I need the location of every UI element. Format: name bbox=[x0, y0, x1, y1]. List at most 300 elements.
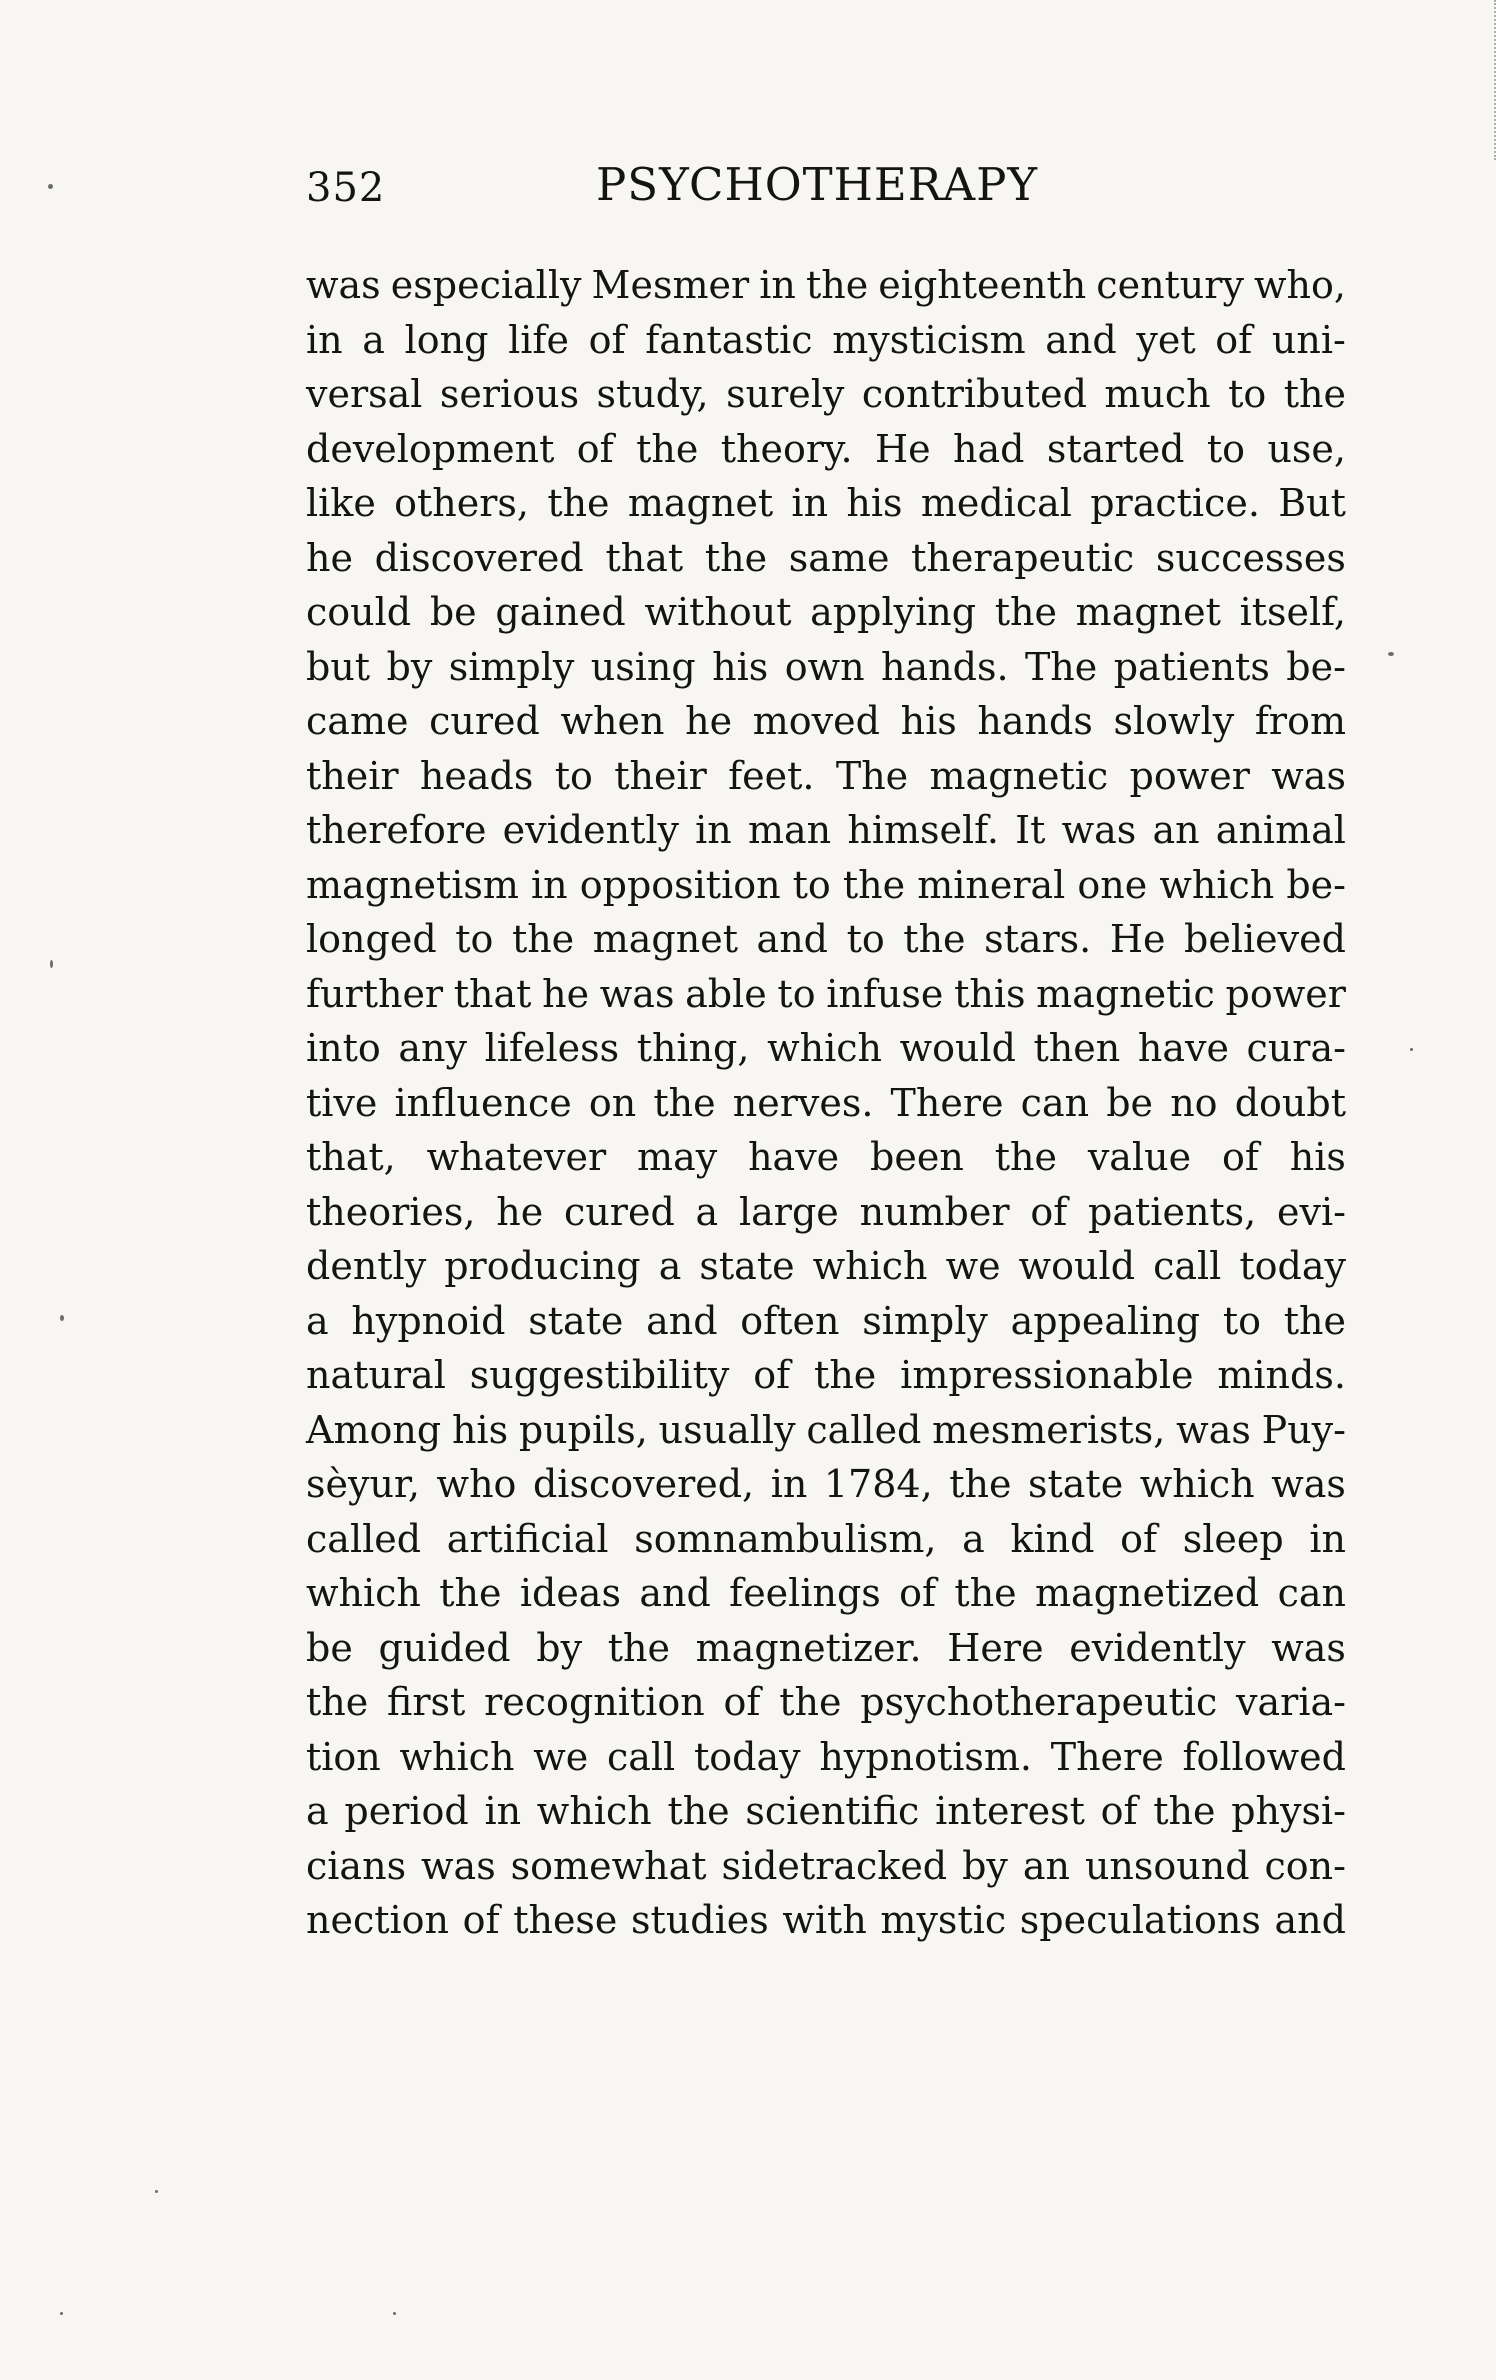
word: cured bbox=[564, 1189, 675, 1234]
word: Mesmer bbox=[591, 263, 750, 307]
word: theories, bbox=[306, 1189, 476, 1234]
word: this bbox=[954, 971, 1026, 1016]
word: He bbox=[1109, 917, 1166, 961]
word: their bbox=[614, 753, 707, 798]
word: the bbox=[547, 481, 610, 525]
word: which bbox=[399, 1734, 515, 1779]
word: varia- bbox=[1236, 1680, 1346, 1724]
word: could bbox=[306, 590, 412, 634]
word: There bbox=[1050, 1734, 1164, 1779]
word: to bbox=[1222, 1298, 1261, 1343]
word: from bbox=[1254, 699, 1346, 743]
word: like bbox=[306, 481, 376, 525]
text-line bbox=[306, 1566, 1346, 1621]
word: moved bbox=[752, 699, 880, 743]
text-line bbox=[306, 1403, 1346, 1458]
word: gained bbox=[495, 590, 626, 634]
word: medical bbox=[920, 481, 1072, 525]
word: in bbox=[695, 808, 732, 852]
word: ideas bbox=[519, 1571, 621, 1615]
text-line bbox=[306, 749, 1346, 804]
word: in bbox=[791, 481, 829, 525]
word: his bbox=[451, 1407, 509, 1452]
word: state bbox=[528, 1298, 624, 1343]
word: magnetism bbox=[306, 862, 519, 907]
word: sleep bbox=[1182, 1516, 1284, 1561]
word: same bbox=[788, 535, 890, 580]
word: he bbox=[306, 535, 353, 580]
word: a bbox=[306, 1298, 329, 1343]
word: sidetracked bbox=[721, 1843, 948, 1888]
word: There bbox=[890, 1080, 1004, 1125]
text-line bbox=[306, 1239, 1346, 1294]
word: discovered, bbox=[532, 1462, 755, 1506]
word: stars. bbox=[984, 917, 1092, 961]
text-line bbox=[306, 694, 1346, 749]
word: the bbox=[954, 1571, 1017, 1615]
text-line bbox=[306, 422, 1346, 477]
word: the bbox=[511, 917, 575, 961]
word: cians bbox=[306, 1843, 407, 1888]
word: magnetic bbox=[929, 753, 1109, 798]
word: slowly bbox=[1113, 699, 1235, 743]
word: the bbox=[994, 590, 1057, 634]
word: was bbox=[1176, 1407, 1251, 1452]
word: called bbox=[306, 1516, 422, 1561]
word: somewhat bbox=[510, 1843, 707, 1888]
word: the bbox=[636, 426, 699, 471]
word: be bbox=[306, 1625, 353, 1670]
word: his bbox=[846, 481, 903, 525]
word: one bbox=[1077, 862, 1148, 907]
text-line bbox=[306, 1839, 1346, 1894]
word: started bbox=[1046, 426, 1185, 471]
word: can bbox=[1020, 1080, 1090, 1125]
text-line bbox=[306, 1512, 1346, 1567]
word: of bbox=[462, 1898, 500, 1942]
word: called bbox=[806, 1407, 922, 1452]
word: and bbox=[1274, 1898, 1346, 1942]
text-line bbox=[306, 1130, 1346, 1185]
text-line bbox=[306, 1021, 1346, 1076]
text-line bbox=[306, 1675, 1346, 1730]
word: the bbox=[814, 1353, 877, 1397]
word: by bbox=[386, 644, 433, 689]
word: opposition bbox=[579, 862, 781, 907]
word: mesmerists, bbox=[932, 1407, 1166, 1452]
word: large bbox=[738, 1189, 839, 1234]
word: but bbox=[306, 644, 371, 689]
word: be- bbox=[1286, 862, 1346, 907]
word: his bbox=[900, 699, 957, 743]
word: studies bbox=[631, 1898, 769, 1942]
word: pupils, bbox=[518, 1407, 648, 1452]
text-line bbox=[306, 585, 1346, 640]
word: and bbox=[639, 1571, 711, 1615]
word: in bbox=[306, 317, 343, 362]
word: which bbox=[1159, 862, 1275, 907]
word: life bbox=[508, 317, 569, 362]
word: others, bbox=[394, 481, 529, 525]
word: period bbox=[344, 1789, 469, 1833]
word: theory. bbox=[720, 426, 853, 471]
word: eighteenth bbox=[878, 263, 1087, 307]
word: and bbox=[646, 1298, 718, 1343]
word: of bbox=[753, 1353, 791, 1397]
word: usually bbox=[658, 1407, 796, 1452]
page-header bbox=[306, 158, 1346, 232]
word: appealing bbox=[1010, 1298, 1201, 1343]
word: of bbox=[588, 317, 626, 362]
word: interest bbox=[935, 1789, 1085, 1833]
word: which bbox=[812, 1244, 928, 1288]
print-speck bbox=[48, 184, 53, 189]
word: of bbox=[576, 426, 614, 471]
print-speck bbox=[1410, 1048, 1413, 1051]
word: number bbox=[859, 1189, 1010, 1234]
word: was bbox=[1271, 753, 1346, 798]
word: we bbox=[945, 1244, 1001, 1288]
word: producing bbox=[444, 1244, 641, 1288]
word: in bbox=[531, 862, 568, 907]
word: his bbox=[712, 644, 769, 689]
word: power bbox=[1225, 971, 1346, 1016]
word: scientific bbox=[745, 1789, 920, 1833]
word: lifeless bbox=[484, 1026, 620, 1070]
word: surely bbox=[726, 372, 845, 416]
word: uni- bbox=[1271, 317, 1346, 362]
text-line bbox=[306, 1185, 1346, 1240]
word: a bbox=[658, 1244, 682, 1288]
word: be bbox=[1106, 1080, 1154, 1125]
word: the bbox=[903, 917, 966, 961]
word: somnambulism, bbox=[634, 1516, 937, 1561]
word: came bbox=[306, 699, 409, 743]
word: magnetic bbox=[1036, 971, 1215, 1016]
word: century bbox=[1096, 263, 1244, 307]
word: an bbox=[1022, 1843, 1070, 1888]
word: of bbox=[899, 1571, 937, 1615]
word: nection bbox=[306, 1898, 450, 1942]
word: his bbox=[1289, 1135, 1346, 1179]
word: the bbox=[607, 1625, 670, 1670]
text-line bbox=[306, 1348, 1346, 1403]
word: physi- bbox=[1231, 1789, 1346, 1833]
word: no bbox=[1170, 1080, 1218, 1125]
word: practice. bbox=[1090, 481, 1260, 525]
word: natural bbox=[306, 1353, 446, 1397]
word: use, bbox=[1267, 426, 1346, 471]
word: into bbox=[306, 1026, 381, 1070]
word: was bbox=[1271, 1462, 1346, 1506]
word: simply bbox=[448, 644, 575, 689]
word: especially bbox=[390, 263, 582, 307]
word: fantastic bbox=[645, 317, 813, 362]
word: that bbox=[453, 971, 532, 1016]
word: cura- bbox=[1246, 1026, 1346, 1070]
word: with bbox=[782, 1898, 867, 1942]
word: without bbox=[644, 590, 792, 634]
word: Here bbox=[947, 1625, 1044, 1670]
word: the bbox=[439, 1571, 502, 1615]
word: recognition bbox=[484, 1680, 705, 1724]
word: an bbox=[1152, 808, 1200, 852]
word: itself, bbox=[1239, 590, 1346, 634]
word: feelings bbox=[729, 1571, 881, 1615]
word: the bbox=[994, 1135, 1057, 1179]
word: able bbox=[685, 971, 767, 1016]
word: feet. bbox=[728, 753, 815, 798]
word: a bbox=[962, 1516, 985, 1561]
word: unsound bbox=[1084, 1843, 1250, 1888]
word: It bbox=[1015, 808, 1046, 852]
word: followed bbox=[1182, 1734, 1346, 1779]
word: hands. bbox=[881, 644, 1009, 689]
word: to bbox=[777, 971, 816, 1016]
word: doubt bbox=[1234, 1080, 1346, 1125]
word: have bbox=[748, 1135, 840, 1179]
text-line bbox=[306, 1621, 1346, 1676]
word: patients, bbox=[1088, 1189, 1257, 1234]
word: dently bbox=[306, 1244, 427, 1288]
word: therefore bbox=[306, 808, 487, 852]
word: simply bbox=[862, 1298, 988, 1343]
word: discovered bbox=[374, 535, 584, 580]
word: impressionable bbox=[900, 1353, 1194, 1397]
word: of bbox=[1215, 317, 1253, 362]
word: speculations bbox=[1019, 1898, 1261, 1942]
word: first bbox=[387, 1680, 466, 1724]
word: kind bbox=[1010, 1516, 1095, 1561]
word: evi- bbox=[1277, 1189, 1346, 1234]
word: who, bbox=[1254, 263, 1346, 307]
print-speck bbox=[1388, 652, 1394, 656]
word: was bbox=[421, 1843, 496, 1888]
print-speck bbox=[60, 2312, 63, 2315]
word: He bbox=[874, 426, 931, 471]
word: 1784, bbox=[823, 1462, 933, 1506]
word: call bbox=[606, 1734, 676, 1779]
word: would bbox=[1018, 1244, 1136, 1288]
word: But bbox=[1278, 481, 1346, 525]
word: may bbox=[637, 1135, 718, 1179]
text-line bbox=[306, 967, 1346, 1022]
word: own bbox=[784, 644, 865, 689]
text-line bbox=[306, 1784, 1346, 1839]
word: longed bbox=[306, 917, 437, 961]
word: study, bbox=[596, 372, 709, 416]
word: of bbox=[1120, 1516, 1158, 1561]
page-edge-mark bbox=[1488, 0, 1496, 160]
word: was bbox=[1061, 808, 1137, 852]
word: the bbox=[306, 1680, 369, 1724]
word: cured bbox=[429, 699, 540, 743]
word: magnet bbox=[627, 481, 774, 525]
word: of bbox=[1030, 1189, 1068, 1234]
word: magnetized bbox=[1035, 1571, 1260, 1615]
word: hands bbox=[977, 699, 1093, 743]
word: to bbox=[846, 917, 885, 961]
word: be bbox=[429, 590, 477, 634]
body-text bbox=[306, 258, 1346, 1948]
word: development bbox=[306, 426, 555, 471]
word: Among bbox=[306, 1407, 442, 1452]
word: that bbox=[605, 535, 684, 580]
word: of bbox=[723, 1680, 761, 1724]
word: nerves. bbox=[732, 1080, 874, 1125]
word: sèyur, bbox=[306, 1462, 420, 1506]
word: which bbox=[536, 1789, 652, 1833]
word: contributed bbox=[861, 372, 1087, 416]
word: mineral bbox=[917, 862, 1066, 907]
word: successes bbox=[1155, 535, 1346, 580]
word: Puy- bbox=[1261, 1407, 1346, 1452]
word: heads bbox=[419, 753, 534, 798]
word: versal bbox=[306, 372, 423, 416]
word: that, bbox=[306, 1135, 396, 1179]
word: in bbox=[484, 1789, 522, 1833]
word: and bbox=[756, 917, 829, 961]
word: the bbox=[1283, 372, 1346, 416]
word: infuse bbox=[826, 971, 944, 1016]
word: state bbox=[1028, 1462, 1124, 1506]
word: artificial bbox=[446, 1516, 609, 1561]
word: today bbox=[693, 1734, 801, 1779]
word: the bbox=[842, 862, 906, 907]
word: therapeutic bbox=[911, 535, 1135, 580]
word: tion bbox=[306, 1734, 381, 1779]
word: and bbox=[1045, 317, 1117, 362]
word: which bbox=[1139, 1462, 1255, 1506]
word: which bbox=[767, 1026, 882, 1070]
word: to bbox=[455, 917, 494, 961]
word: which bbox=[306, 1571, 421, 1615]
word: the bbox=[1153, 1789, 1216, 1833]
word: these bbox=[513, 1898, 618, 1942]
word: in bbox=[770, 1462, 808, 1506]
word: by bbox=[962, 1843, 1008, 1888]
text-line bbox=[306, 258, 1346, 313]
word: long bbox=[404, 317, 489, 362]
word: a bbox=[695, 1189, 719, 1234]
word: of bbox=[1221, 1135, 1259, 1179]
word: he bbox=[685, 699, 733, 743]
word: tive bbox=[306, 1080, 378, 1125]
word: any bbox=[398, 1026, 467, 1070]
word: animal bbox=[1215, 808, 1346, 852]
word: mystic bbox=[880, 1898, 1007, 1942]
word: he bbox=[496, 1189, 544, 1234]
word: The bbox=[835, 753, 909, 798]
word: believed bbox=[1184, 917, 1346, 961]
word: the bbox=[779, 1680, 842, 1724]
text-line bbox=[306, 912, 1346, 967]
word: the bbox=[805, 263, 869, 307]
word: can bbox=[1277, 1571, 1346, 1615]
word: further bbox=[306, 971, 444, 1016]
word: be- bbox=[1286, 644, 1346, 689]
word: psychotherapeutic bbox=[860, 1680, 1218, 1724]
text-line bbox=[306, 1730, 1346, 1785]
word: in bbox=[1309, 1516, 1346, 1561]
text-line bbox=[306, 1294, 1346, 1349]
word: the bbox=[667, 1789, 730, 1833]
word: much bbox=[1104, 372, 1211, 416]
text-line bbox=[306, 313, 1346, 368]
word: whatever bbox=[426, 1135, 607, 1179]
print-speck bbox=[50, 960, 53, 968]
word: mysticism bbox=[832, 317, 1026, 362]
word: by bbox=[536, 1625, 583, 1670]
word: magnet bbox=[1075, 590, 1221, 634]
word: the bbox=[1283, 1298, 1346, 1343]
text-line bbox=[306, 640, 1346, 695]
text-line bbox=[306, 531, 1346, 586]
word: using bbox=[590, 644, 696, 689]
word: was bbox=[1271, 1625, 1346, 1670]
word: the bbox=[704, 535, 768, 580]
word: value bbox=[1087, 1135, 1192, 1179]
word: have bbox=[1137, 1026, 1229, 1070]
word: their bbox=[306, 753, 399, 798]
running-head: PSYCHOTHERAPY bbox=[596, 158, 1039, 211]
word: minds. bbox=[1217, 1353, 1346, 1397]
word: often bbox=[740, 1298, 840, 1343]
text-line bbox=[306, 803, 1346, 858]
word: con- bbox=[1264, 1843, 1346, 1888]
word: man bbox=[747, 808, 832, 852]
word: of bbox=[1100, 1789, 1138, 1833]
word: then bbox=[1033, 1026, 1121, 1070]
word: would bbox=[899, 1026, 1016, 1070]
word: we bbox=[533, 1734, 589, 1779]
word: to bbox=[1228, 372, 1267, 416]
word: to bbox=[1206, 426, 1246, 471]
word: state bbox=[699, 1244, 795, 1288]
word: serious bbox=[439, 372, 580, 416]
word: guided bbox=[378, 1625, 511, 1670]
word: call bbox=[1153, 1244, 1222, 1288]
word: himself. bbox=[847, 808, 999, 852]
text-line bbox=[306, 858, 1346, 913]
word: suggestibility bbox=[469, 1353, 730, 1397]
word: had bbox=[952, 426, 1025, 471]
text-line bbox=[306, 1893, 1346, 1948]
word: today bbox=[1239, 1244, 1346, 1288]
word: on bbox=[588, 1080, 637, 1125]
word: to bbox=[792, 862, 831, 907]
text-line bbox=[306, 1076, 1346, 1131]
word: in bbox=[759, 263, 796, 307]
word: power bbox=[1129, 753, 1250, 798]
print-speck bbox=[393, 2312, 396, 2315]
word: was bbox=[599, 971, 675, 1016]
word: when bbox=[560, 699, 665, 743]
word: he bbox=[542, 971, 590, 1016]
word: influence bbox=[394, 1080, 572, 1125]
word: thing, bbox=[636, 1026, 750, 1070]
text-line bbox=[306, 367, 1346, 422]
word: applying bbox=[810, 590, 977, 634]
word: a bbox=[306, 1789, 329, 1833]
word: magnet bbox=[592, 917, 738, 961]
word: the bbox=[653, 1080, 716, 1125]
page-number: 352 bbox=[306, 165, 386, 211]
word: was bbox=[306, 263, 381, 307]
word: magnetizer. bbox=[695, 1625, 922, 1670]
text-line bbox=[306, 1457, 1346, 1512]
word: evidently bbox=[502, 808, 679, 852]
